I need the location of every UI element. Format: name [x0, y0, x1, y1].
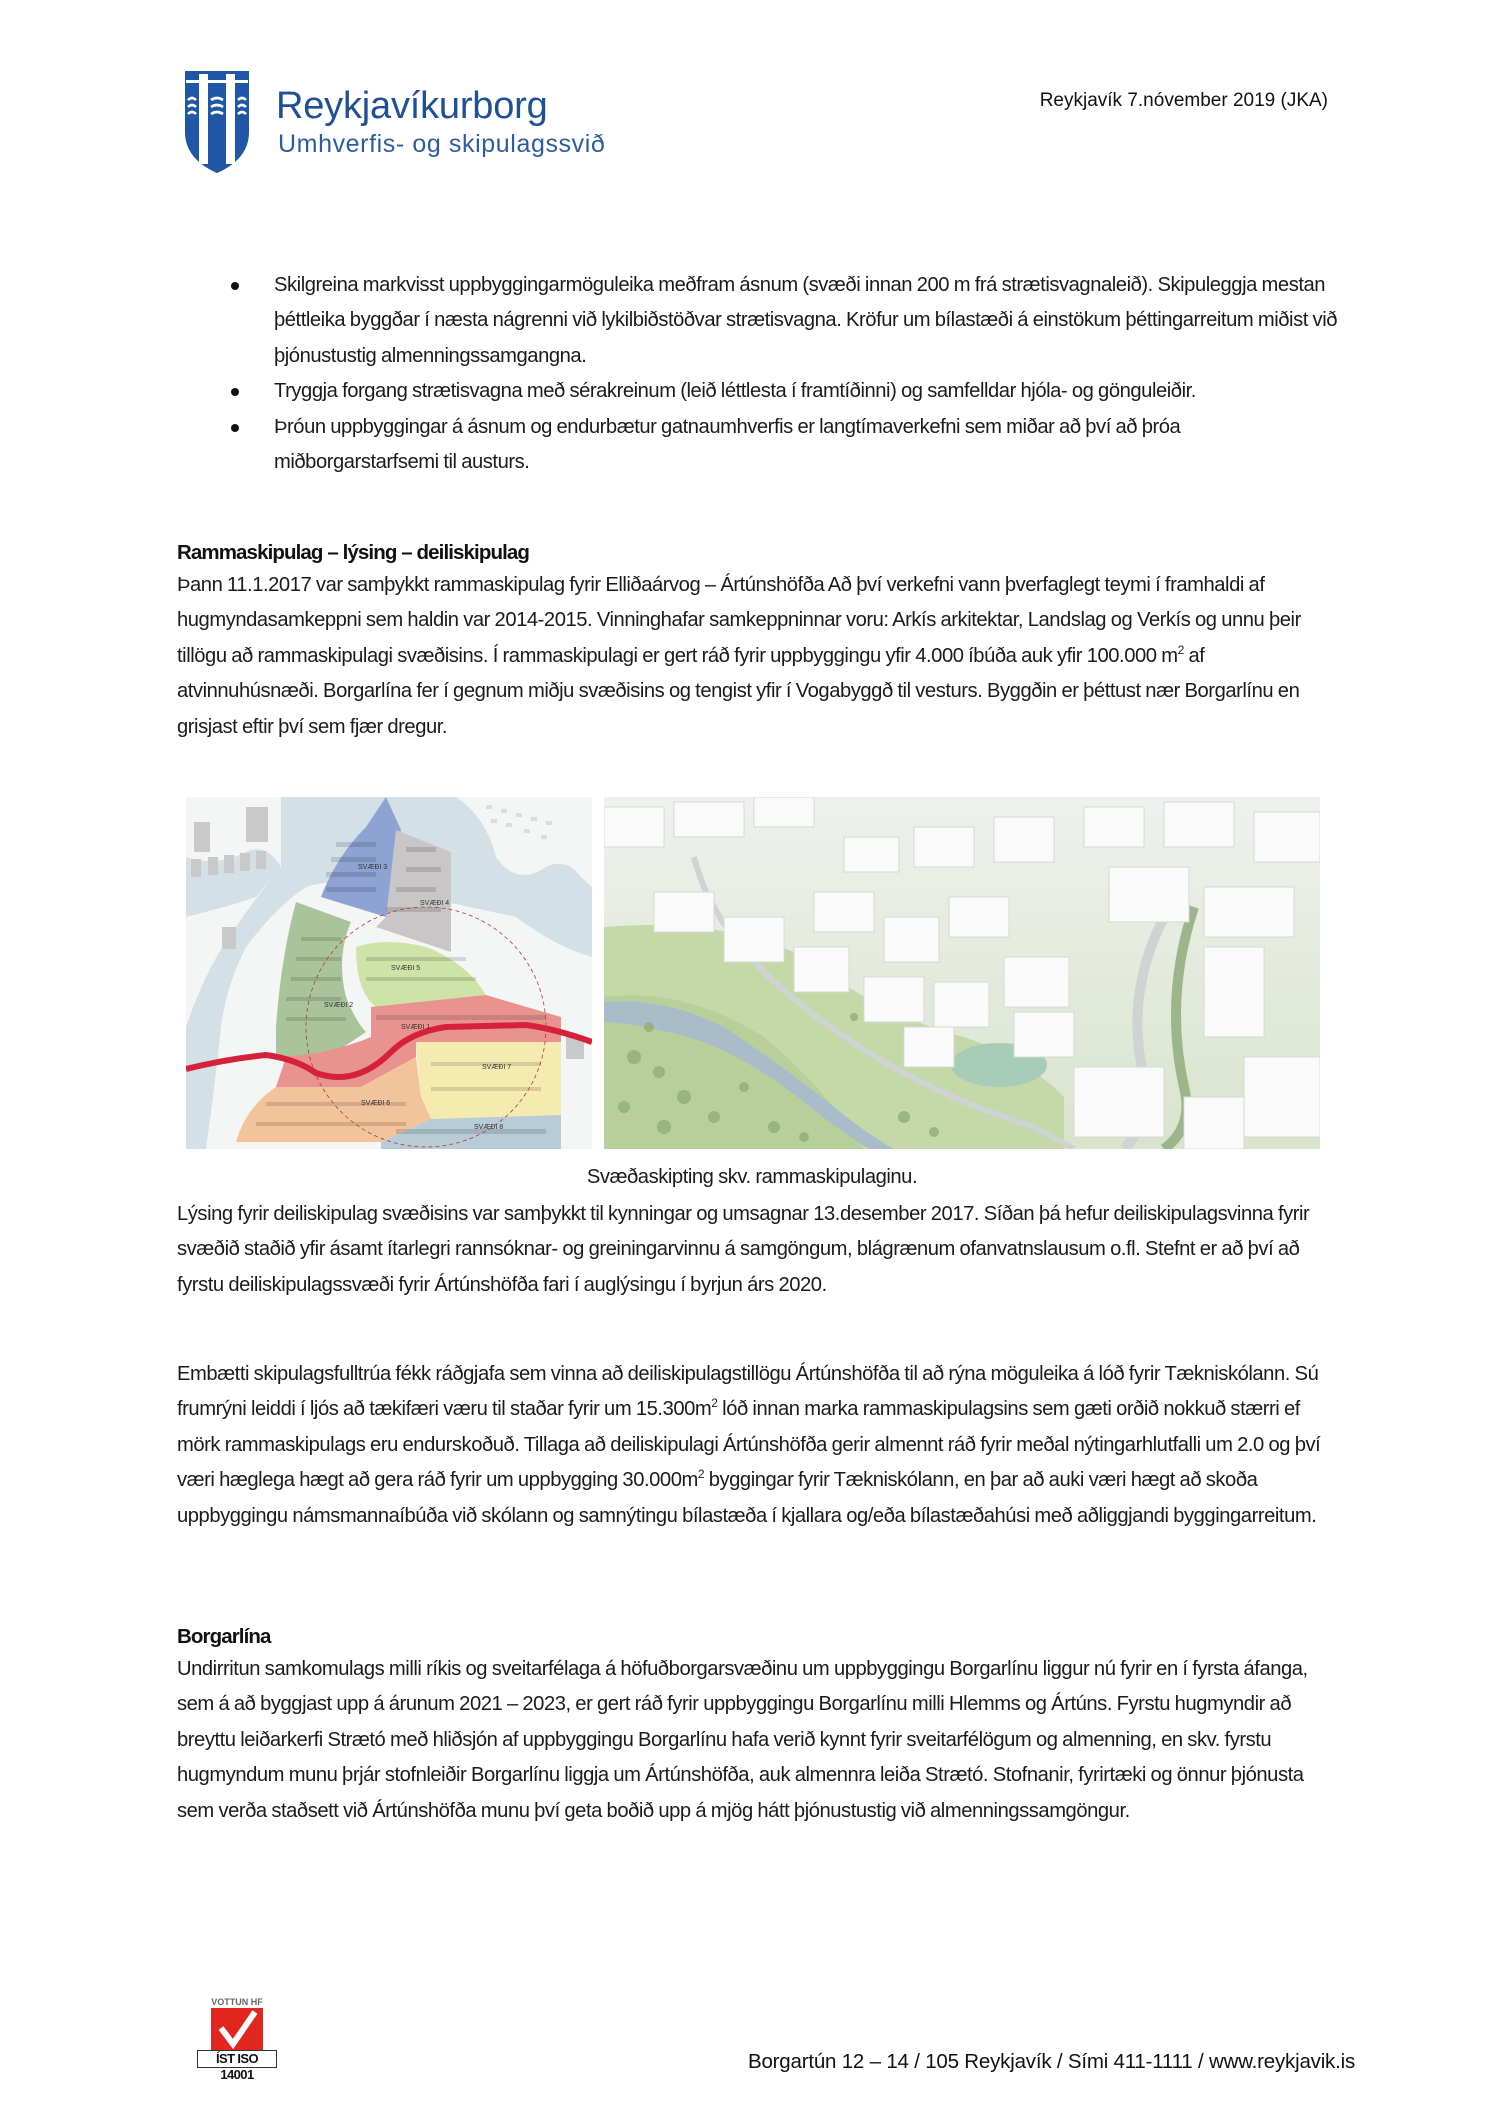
paragraph-borgarlina: Undirritun samkomulags milli ríkis og sveitarfélaga á höfuðborgarsvæðinu um uppbyggingu Borgarlínu liggur nú fyrir en í fyrsta áfanga, sem á að byggjast upp á árunum 2021 – 2023, er gert ráð fyrir uppbyggingu Borgarlínu milli Hlemms og Ártúns. Fyrstu hugmyndir að breyttu leiðarkerfi Strætó með hliðsjón af uppbyggingu Borgarlínu hafa verið kynnt fyrir sveitarfélögum og almenning, en skv. fyrstu hugmyndum munu þrjár stofnleiðir Borgarlínu liggja um Ártúnshöfða, auk almennra leiða Strætó. Stofnanir, fyrirtæki og önnur þjónusta sem verða staðsett við Ártúnshöfða munu því geta boðið upp á mjög hátt þjónustustig við almenningssamgöngur.: [177, 1658, 1308, 1822]
text-run: Þann 11.1.2017 var samþykkt rammaskipulag fyrir Elliðaárvog – Ártúnshöfða Að því verkefni vann þverfaglegt teymi í framhaldi af hugmyndasamkeppni sem haldin var 2014-2015. Vinninghafar samkeppninnar voru: Arkís arkitektar, Landslag og Verkís og unnu þeir tillögu að rammaskipulagi svæðisins. Í rammaskipulagi er gert ráð fyrir uppbyggingu yfir 4.000 íbúða auk yfir 100.000 m: [177, 574, 1301, 667]
section-heading-rammaskipulag: Rammaskipulag – lýsing – deiliskipulag: [177, 541, 530, 564]
zone-label: SVÆÐI 2: [324, 1002, 354, 1009]
superscript: 2: [711, 1396, 718, 1411]
iso-certification-badge: [197, 1997, 277, 2082]
bullet-icon: [231, 424, 239, 432]
text-run: af atvinnuhúsnæði. Borgarlína fer í gegnum miðju svæðisins og tengist yfir í Vogabyggð til vesturs. Byggðin er þéttust nær Borgarlínu en grisjast eftir því sem fjær dregur.: [177, 644, 1300, 738]
certification-label: ÍST ISO 14001: [197, 2050, 277, 2068]
zoning-map-graphic: [186, 797, 592, 1149]
brand-name: Reykjavíkurborg: [276, 85, 548, 127]
text-run: lóð innan marka rammaskipulagsins sem gæti orðið nokkuð stærri ef mörk rammaskipulags eru endurskoðuð. Tillaga að deiliskipulagi Ártúnshöfða gerir almennt ráð fyrir meðal nýtingarhlutfalli um 2.0 og því væri hæglega hægt að gera ráð fyrir um uppbygging 30.000m: [177, 1398, 1321, 1492]
reykjavikurborg-logo: [180, 66, 620, 178]
certification-issuer: VOTTUN HF: [211, 1997, 263, 2007]
superscript: 2: [697, 1467, 705, 1482]
bullet-icon: [231, 282, 239, 290]
zone-svaedi-7: [416, 1042, 561, 1119]
department-name: Umhverfis- og skipulagssvið: [278, 130, 606, 158]
paragraph-lysing: Lýsing fyrir deiliskipulag svæðisins var samþykkt til kynningar og umsagnar 13.desember 2017. Síðan þá hefur deiliskipulagsvinna fyrir svæðið staðið yfir ásamt ítarlegri rannsóknar- og greiningarvinnu á samgöngum, blágrænum ofanvatnslausum o.fl. Stefnt er að því að fyrstu deiliskipulagssvæði fyrir Ártúnshöfða fari í auglýsingu í byrjun árs 2020.: [177, 1203, 1310, 1296]
bullet-text: Þróun uppbyggingar á ásnum og endurbætur gatnaumhverfis er langtímaverkefni sem miðar að því að þróa miðborgarstarfsemi til austurs.: [274, 415, 1181, 474]
bullet-item: [224, 268, 1344, 374]
bullet-text: Skilgreina markvisst uppbyggingarmöguleika meðfram ásnum (svæði innan 200 m frá strætisvagnaleið). Skipuleggja mestan þéttleika byggðar í næsta nágrenni við lykilbiðstöðvar strætisvagna. Kröfur um bílastæði á einstökum þéttingarreitum miðist við þjónustustig almenningssamgangna.: [274, 274, 1338, 367]
figure-caption: Svæðaskipting skv. rammaskipulaginu.: [586, 1166, 918, 1188]
zone-label: SVÆÐI 7: [482, 1064, 512, 1071]
section-heading-borgarlina: Borgarlína: [177, 1625, 271, 1648]
zone-label: SVÆÐI 8: [474, 1124, 504, 1131]
zone-label: SVÆÐI 6: [361, 1100, 391, 1107]
superscript: 2: [1177, 642, 1184, 657]
paragraph-rammaskipulag: [177, 568, 1327, 745]
document-date: Reykjavík 7.nóvember 2019 (JKA): [1039, 90, 1328, 111]
coat-of-arms-icon: [184, 70, 250, 174]
zone-label: SVÆÐI 5: [391, 965, 421, 972]
zone-label: SVÆÐI 1: [401, 1024, 431, 1031]
goals-bullet-list: [224, 268, 1344, 480]
aerial-3d-render-image: [604, 797, 1320, 1149]
bullet-icon: [231, 388, 239, 396]
footer-address: Borgartún 12 – 14 / 105 Reykjavík / Sími 411-1111 / www.reykjavik.is: [748, 2050, 1355, 2073]
bullet-item: [224, 374, 1344, 409]
bullet-item: [224, 410, 1344, 481]
zone-label: SVÆÐI 3: [358, 864, 388, 871]
aerial-render-graphic: [604, 797, 1320, 1149]
zoning-map-image: [186, 797, 592, 1149]
text-run: Embætti skipulagsfulltrúa fékk ráðgjafa sem vinna að deiliskipulagstillögu Ártúnshöfða til að rýna möguleika á lóð fyrir Tækniskólann. Sú frumrýni leiddi í ljós að tækifæri væru til staðar fyrir um 15.300m: [177, 1363, 1319, 1421]
bullet-text: Tryggja forgang strætisvagna með sérakreinum (leið léttlesta í framtíðinni) og samfelldar hjóla- og gönguleiðir.: [274, 380, 1196, 403]
zone-label: SVÆÐI 4: [420, 900, 450, 907]
checkmark-icon: [211, 2008, 263, 2050]
text-run: byggingar fyrir Tækniskólann, en þar að auki væri hægt að skoða uppbyggingu námsmannaíbúða við skólann og samnýtingu bílastæða í kjallara og/eða bílastæðahúsi með aðliggjandi byggingarreitum.: [177, 1469, 1317, 1527]
paragraph-taekniskolinn: [177, 1357, 1327, 1534]
